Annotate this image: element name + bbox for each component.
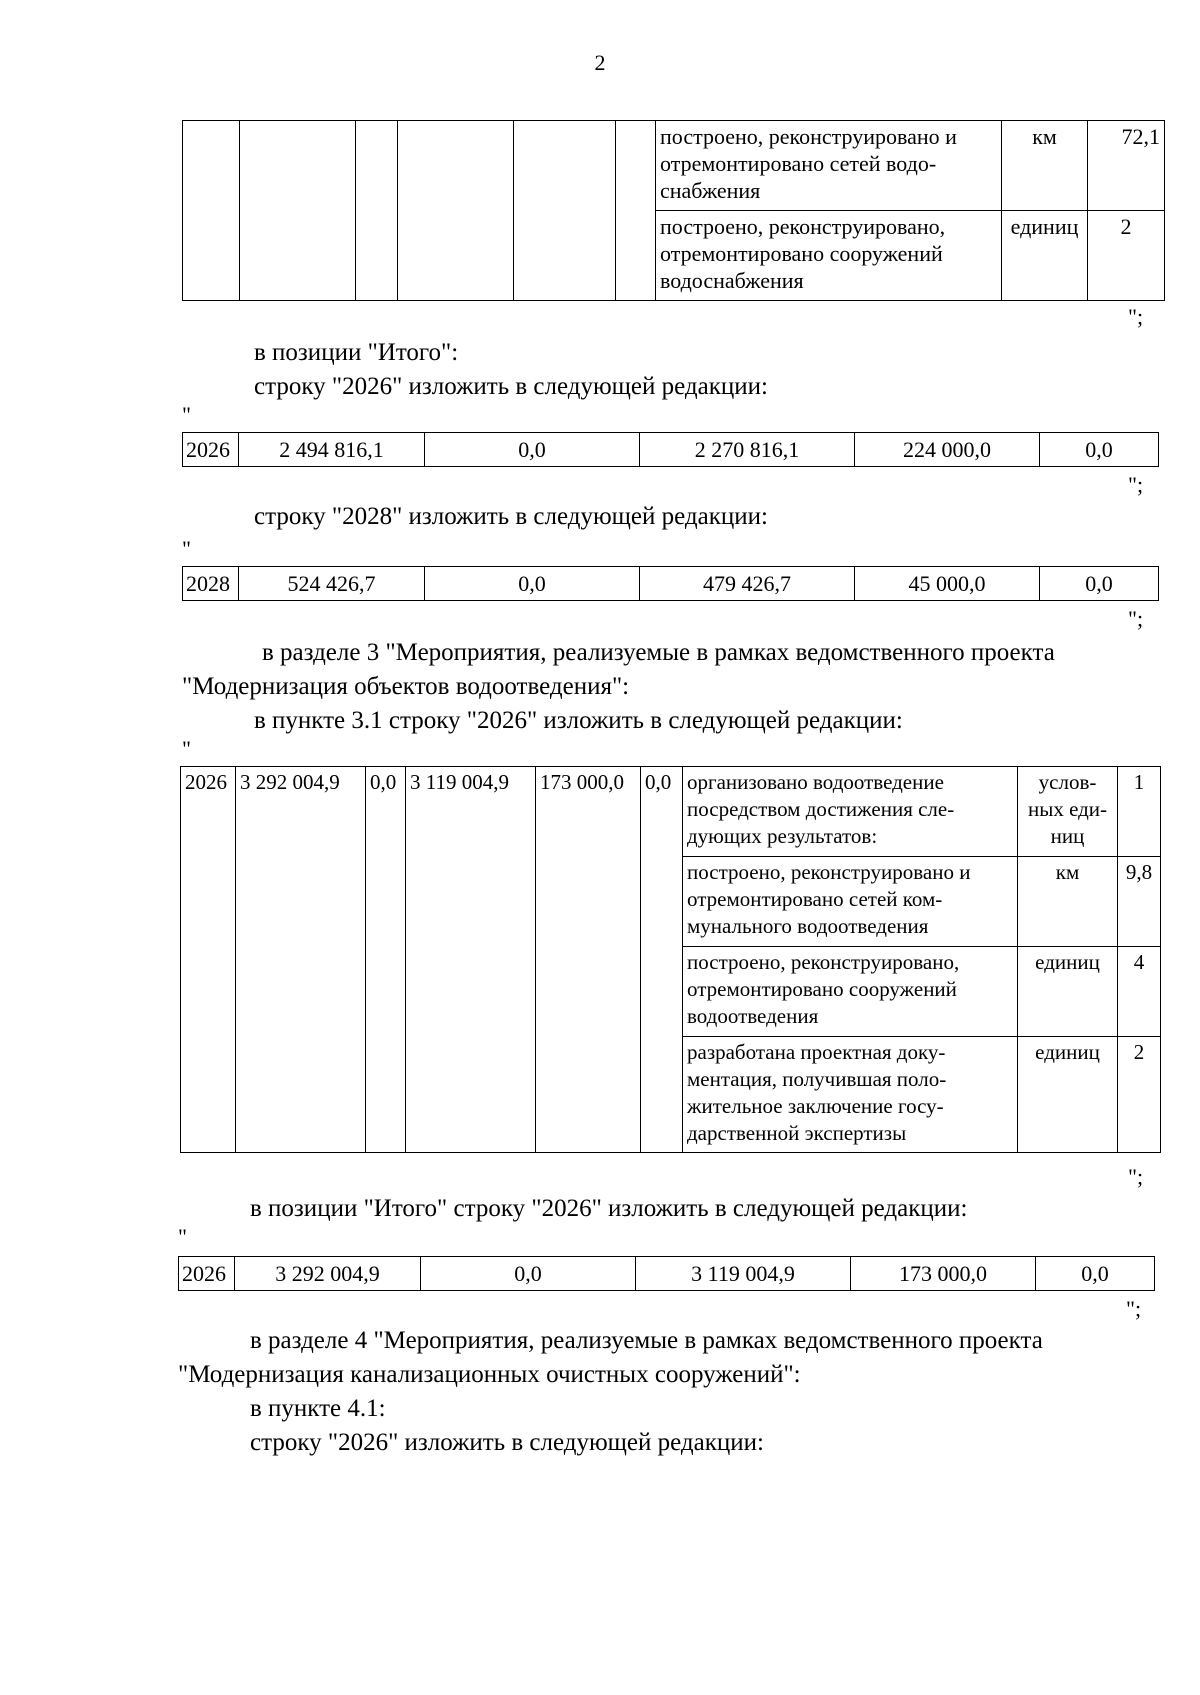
table-punkt-3-1 xyxy=(180,766,1161,1153)
value-cell: 0,0 xyxy=(425,433,640,467)
result-unit: услов-ных еди-ниц xyxy=(1018,767,1118,857)
result-value: 4 xyxy=(1118,947,1161,1037)
value-cell: 173 000,0 xyxy=(536,767,641,1153)
paragraph-punkt-3-1: в пункте 3.1 строку "2026" изложить в следующей редакции: xyxy=(254,707,903,734)
opening-quote: " xyxy=(178,1224,187,1249)
opening-quote: " xyxy=(182,736,191,761)
total-cell: 3 292 004,9 xyxy=(235,1257,421,1291)
value-cell: 0,0 xyxy=(421,1257,636,1291)
year-cell: 2028 xyxy=(183,567,239,601)
result-unit: единиц xyxy=(1018,1037,1118,1153)
value-cell: 0,0 xyxy=(1040,433,1159,467)
result-value: 72,1 xyxy=(1088,121,1165,211)
result-unit: км xyxy=(1018,857,1118,947)
result-description: построено, реконструировано и отремонтировано сетей водо-снабжения xyxy=(656,121,1002,211)
total-cell: 2 494 816,1 xyxy=(239,433,425,467)
closing-quote: "; xyxy=(1128,606,1144,631)
year-cell: 2026 xyxy=(183,433,239,467)
table-cell xyxy=(616,121,656,301)
table-row-2028 xyxy=(182,566,1159,601)
value-cell: 0,0 xyxy=(1036,1257,1155,1291)
total-cell: 3 292 004,9 xyxy=(236,767,366,1153)
closing-quote: "; xyxy=(1128,304,1144,329)
value-cell: 0,0 xyxy=(366,767,406,1153)
result-value: 2 xyxy=(1118,1037,1161,1153)
paragraph-section4-line2: "Модернизация канализационных очистных сооружений": xyxy=(178,1361,801,1388)
value-cell: 0,0 xyxy=(425,567,640,601)
value-cell: 45 000,0 xyxy=(855,567,1040,601)
result-description: построено, реконструировано, отремонтировано сооружений водоотведения xyxy=(683,947,1018,1037)
table-cell xyxy=(356,121,398,301)
value-cell: 173 000,0 xyxy=(851,1257,1036,1291)
result-unit: единиц xyxy=(1018,947,1118,1037)
value-cell: 3 119 004,9 xyxy=(406,767,536,1153)
value-cell: 2 270 816,1 xyxy=(640,433,855,467)
paragraph-itogo-2026: в позиции "Итого" строку "2026" изложить в следующей редакции: xyxy=(250,1195,968,1222)
result-description: построено, реконструировано, отремонтировано сооружений водоснабжения xyxy=(656,211,1002,301)
table-row-2026-itogo xyxy=(178,1256,1155,1291)
table-cell xyxy=(398,121,514,301)
paragraph-row-2028: строку "2028" изложить в следующей редакции: xyxy=(254,503,768,530)
table-row xyxy=(183,433,1159,467)
table-continuation xyxy=(182,120,1165,301)
paragraph-row-2026-last: строку "2026" изложить в следующей редакции: xyxy=(250,1429,764,1456)
result-unit: км xyxy=(1002,121,1088,211)
paragraph-itogo: в позиции "Итого": xyxy=(254,339,459,366)
result-description: организовано водоотведение посредством достижения сле-дующих результатов: xyxy=(683,767,1018,857)
value-cell: 479 426,7 xyxy=(640,567,855,601)
value-cell: 0,0 xyxy=(1040,567,1159,601)
result-value: 1 xyxy=(1118,767,1161,857)
result-description: построено, реконструировано и отремонтировано сетей ком-мунального водоотведения xyxy=(683,857,1018,947)
table-row xyxy=(183,567,1159,601)
year-cell: 2026 xyxy=(179,1257,235,1291)
paragraph-section3-line1: в разделе 3 "Мероприятия, реализуемые в рамках ведомственного проекта xyxy=(262,639,1055,666)
result-description: разработана проектная доку-ментация, получившая поло-жительное заключение госу-дарственной экспертизы xyxy=(683,1037,1018,1153)
value-cell: 0,0 xyxy=(641,767,683,1153)
result-value: 2 xyxy=(1088,211,1165,301)
opening-quote: " xyxy=(182,402,191,427)
paragraph-row-2026: строку "2026" изложить в следующей редакции: xyxy=(254,373,768,400)
value-cell: 224 000,0 xyxy=(855,433,1040,467)
opening-quote: " xyxy=(182,536,191,561)
table-row-2026 xyxy=(182,432,1159,467)
table-cell xyxy=(183,121,240,301)
table-cell xyxy=(514,121,616,301)
total-cell: 524 426,7 xyxy=(239,567,425,601)
paragraph-section3-line2: "Модернизация объектов водоотведения": xyxy=(182,673,630,700)
result-value: 9,8 xyxy=(1118,857,1161,947)
closing-quote: "; xyxy=(1128,1164,1144,1189)
table-cell xyxy=(240,121,356,301)
year-cell: 2026 xyxy=(181,767,236,1153)
paragraph-section4-line1: в разделе 4 "Мероприятия, реализуемые в рамках ведомственного проекта xyxy=(250,1327,1043,1354)
table-row xyxy=(181,767,1161,857)
closing-quote: "; xyxy=(1126,1296,1142,1321)
table-row xyxy=(179,1257,1155,1291)
table-row xyxy=(183,121,1165,211)
page-number: 2 xyxy=(594,50,606,75)
paragraph-punkt-4-1: в пункте 4.1: xyxy=(250,1395,386,1422)
closing-quote: "; xyxy=(1128,472,1144,497)
value-cell: 3 119 004,9 xyxy=(636,1257,851,1291)
result-unit: единиц xyxy=(1002,211,1088,301)
